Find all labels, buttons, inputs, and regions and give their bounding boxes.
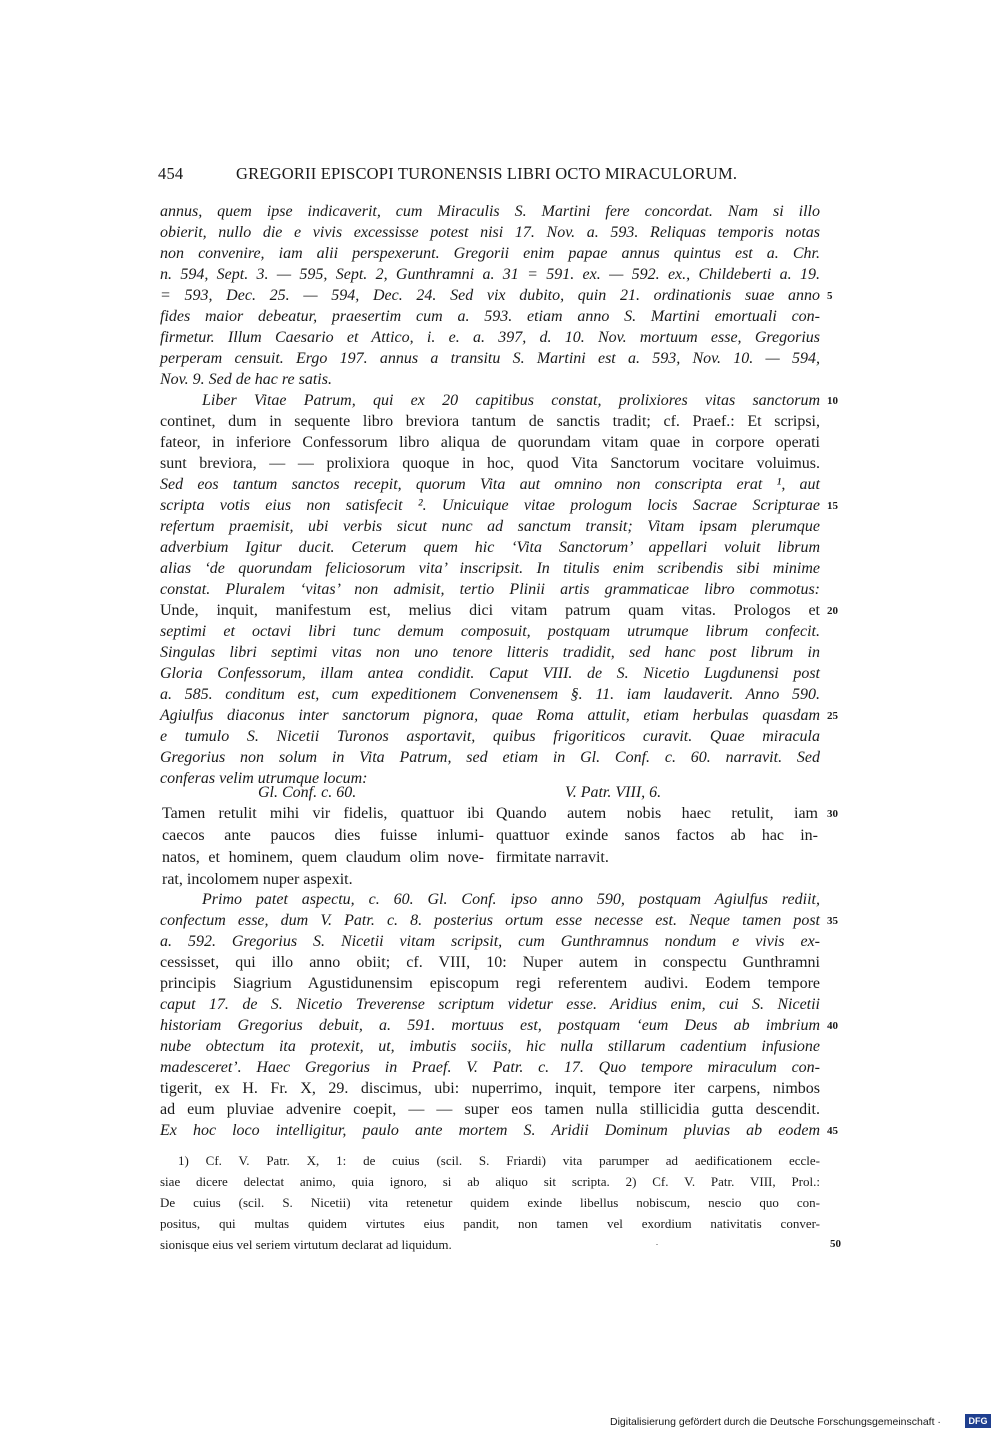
line-number: 10: [827, 395, 838, 407]
text-line: obierit, nullo die e vivis excessisse potest nisi 17. Nov. a. 593. Reliquas temporis notas: [160, 224, 820, 241]
line-number: 40: [827, 1020, 838, 1032]
footnote-line: siae dicere delectat animo, quia ignoro, si ab aliquo sit scripta. 2) Cf. V. Patr. VIII, Prol.:: [160, 1174, 820, 1189]
text-line: confectum esse, dum V. Patr. c. 8. posterius ortum esse necesse est. Neque tamen post: [160, 912, 820, 929]
column-line: Tamen retulit mihi vir fidelis, quattuor ibi: [162, 805, 484, 822]
text-line: scripta votis eius non satisfecit ². Unicuique vitae prologum locis Sacrae Scripturae: [160, 497, 820, 514]
footnote-line: De cuius (scil. S. Nicetii) vita retenetur quidem exinde libellus nobiscum, nescio quo con-: [160, 1195, 820, 1210]
text-line: refertum praemisit, ubi verbis sicut nunc ad sanctum transit; Vitam ipsam plerumque: [160, 518, 820, 535]
text-line: non convenire, iam alii perspexerunt. Gregorii enim papae annus quintus est a. Chr.: [160, 245, 820, 262]
text-line: Primo patet aspectu, c. 60. Gl. Conf. ipso anno 590, postquam Agiulfus rediit,: [202, 891, 820, 908]
text-line: cessisset, qui illo anno obiit; cf. VIII, 10: Nuper autem in conspectu Gunthramni: [160, 954, 820, 971]
line-number: 35: [827, 915, 838, 927]
running-title: GREGORII EPISCOPI TURONENSIS LIBRI OCTO MIRACULORUM.: [236, 164, 738, 183]
text-line: Nov. 9. Sed de hac re satis.: [160, 371, 332, 388]
text-line: e tumulo S. Nicetii Turonos asportavit, quibus frigoriticos curavit. Quae miracula: [160, 728, 820, 745]
text-line: continet, dum in sequente libro breviora tantum de sanctis tradit; cf. Praef.: Et scripsi,: [160, 413, 820, 430]
text-line: a. 585. conditum est, cum expeditionem Convenensem §. 11. iam laudaverit. Anno 590.: [160, 686, 820, 703]
line-number: 45: [827, 1125, 838, 1137]
line-number: 30: [827, 808, 838, 820]
text-line: historiam Gregorius debuit, a. 591. mortuus est, postquam ‘eum Deus ab imbrium: [160, 1017, 820, 1034]
footnote-line: 1) Cf. V. Patr. X, 1: de cuius (scil. S. Friardi) vita parumper ad aedificationem eccle-: [178, 1153, 820, 1168]
line-number: 15: [827, 500, 838, 512]
scan-speck: [656, 1244, 658, 1245]
right-column: [496, 803, 818, 869]
text-line: n. 594, Sept. 3. — 595, Sept. 2, Gunthramni a. 31 = 591. ex. — 592. ex., Childeberti a. 19.: [160, 266, 820, 283]
running-header: [158, 164, 820, 188]
text-line: Sed eos tantum sanctos recepit, quorum Vita aut omnino non conscripta erat ¹, aut: [160, 476, 820, 493]
line-number: 5: [827, 290, 833, 302]
footnote-line: sionisque eius vel seriem virtutum declarat ad liquidum.: [160, 1237, 452, 1252]
column-line: firmitate narravit.: [496, 849, 609, 866]
text-line: principis Siagrium Agustidunensim episcopum regi referentem audivi. Eodem tempore: [160, 975, 820, 992]
text-line: Ex hoc loco intelligitur, paulo ante mortem S. Aridii Dominum pluvias ab eodem: [160, 1122, 820, 1139]
text-line: Agiulfus diaconus inter sanctorum pignora, quae Roma attulit, etiam herbulas quasdam: [160, 707, 820, 724]
column-line: quattuor exinde sanos factos ab hac in-: [496, 827, 818, 844]
text-line: conferas velim utrumque locum:: [160, 770, 368, 787]
digitization-credit: Digitalisierung gefördert durch die Deutsche Forschungsgemeinschaft ·: [610, 1416, 941, 1428]
page-number: 454: [158, 164, 184, 183]
column-line: natos, et hominem, quem claudum olim nove-: [162, 849, 484, 866]
text-line: a. 592. Gregorius S. Nicetii vitam scripsit, cum Gunthramnus nondum e vivis ex-: [160, 933, 820, 950]
text-line: annus, quem ipse indicaverit, cum Miraculis S. Martini fere concordat. Nam si illo: [160, 203, 820, 220]
line-number: 25: [827, 710, 838, 722]
text-line: alias ‘de quorundam feliciosorum vita’ inscripsit. In titulis enim scribendis sibi minime: [160, 560, 820, 577]
text-line: constat. Pluralem ‘vitas’ non admisit, tertio Plinii artis grammaticae libro commotus:: [160, 581, 820, 598]
text-line: Singulas libri septimi vitas non uno tenore litteris tradidit, sed hanc post librum in: [160, 644, 820, 661]
line-number: 20: [827, 605, 838, 617]
text-line: Gregorius non solum in Vita Patrum, sed etiam in Gl. Conf. c. 60. narravit. Sed: [160, 749, 820, 766]
text-line: Liber Vitae Patrum, qui ex 20 capitibus constat, prolixiores vitas sanctorum: [202, 392, 820, 409]
right-column-heading: V. Patr. VIII, 6.: [565, 784, 662, 801]
text-line: septimi et octavi libri tunc demum composuit, postquam utrumque librum confecit.: [160, 623, 820, 640]
left-column: [162, 803, 484, 891]
text-line: Unde, inquit, manifestum est, melius dici vitam patrum quam vitas. Prologos et: [160, 602, 820, 619]
text-line: caput 17. de S. Nicetio Treverense scriptum videtur esse. Aridius enim, cui S. Nicetii: [160, 996, 820, 1013]
text-line: sunt breviora, — — prolixiora quoque in hoc, quod Vita Sanctorum vocitare voluimus.: [160, 455, 820, 472]
text-line: = 593, Dec. 25. — 594, Dec. 24. Sed vix dubito, quin 21. ordinationis suae anno: [160, 287, 820, 304]
dfg-logo: DFG: [965, 1414, 991, 1428]
text-line: nube obtectum ita protexit, ut, imbutis sociis, hic nulla stillarum cadentium infusione: [160, 1038, 820, 1055]
left-column-heading: Gl. Conf. c. 60.: [258, 784, 357, 801]
text-line: perperam censuit. Ergo 197. annus a transitu S. Martini est a. 593, Nov. 10. — 594,: [160, 350, 820, 367]
line-number: 50: [830, 1238, 841, 1250]
text-line: fateor, in inferiore Confessorum libro aliqua de quorundam vitam quae in corpore operati: [160, 434, 820, 451]
column-line: rat, incolomem nuper aspexit.: [162, 871, 353, 888]
column-line: caecos ante paucos dies fuisse inlumi-: [162, 827, 484, 844]
text-line: madesceret’. Haec Gregorius in Praef. V. Patr. c. 17. Quo tempore miraculum con-: [160, 1059, 820, 1076]
text-line: firmetur. Illum Caesario et Attico, i. e. a. 397, d. 10. Nov. mortuum esse, Gregorius: [160, 329, 820, 346]
text-line: ad eum pluviae advenire coepit, — — super eos tamen nulla stillicidia gutta descendit.: [160, 1101, 820, 1118]
text-line: fides maior debeatur, praesertim cum a. 593. etiam anno S. Martini emortuali con-: [160, 308, 820, 325]
text-line: tigerit, ex H. Fr. X, 29. discimus, ubi: nuperrimo, inquit, tempore iter carpens, nimbos: [160, 1080, 820, 1097]
footnote-line: positus, qui multas quidem virtutes eius pandit, non tamen vel exordium nativitatis conver-: [160, 1216, 820, 1231]
column-line: Quando autem nobis haec retulit, iam: [496, 805, 818, 822]
text-line: Gloria Confessorum, illam antea condidit. Caput VIII. de S. Nicetio Lugdunensi post: [160, 665, 820, 682]
text-line: adverbium Igitur ducit. Ceterum quem hic ‘Vita Sanctorum’ appellari voluit librum: [160, 539, 820, 556]
